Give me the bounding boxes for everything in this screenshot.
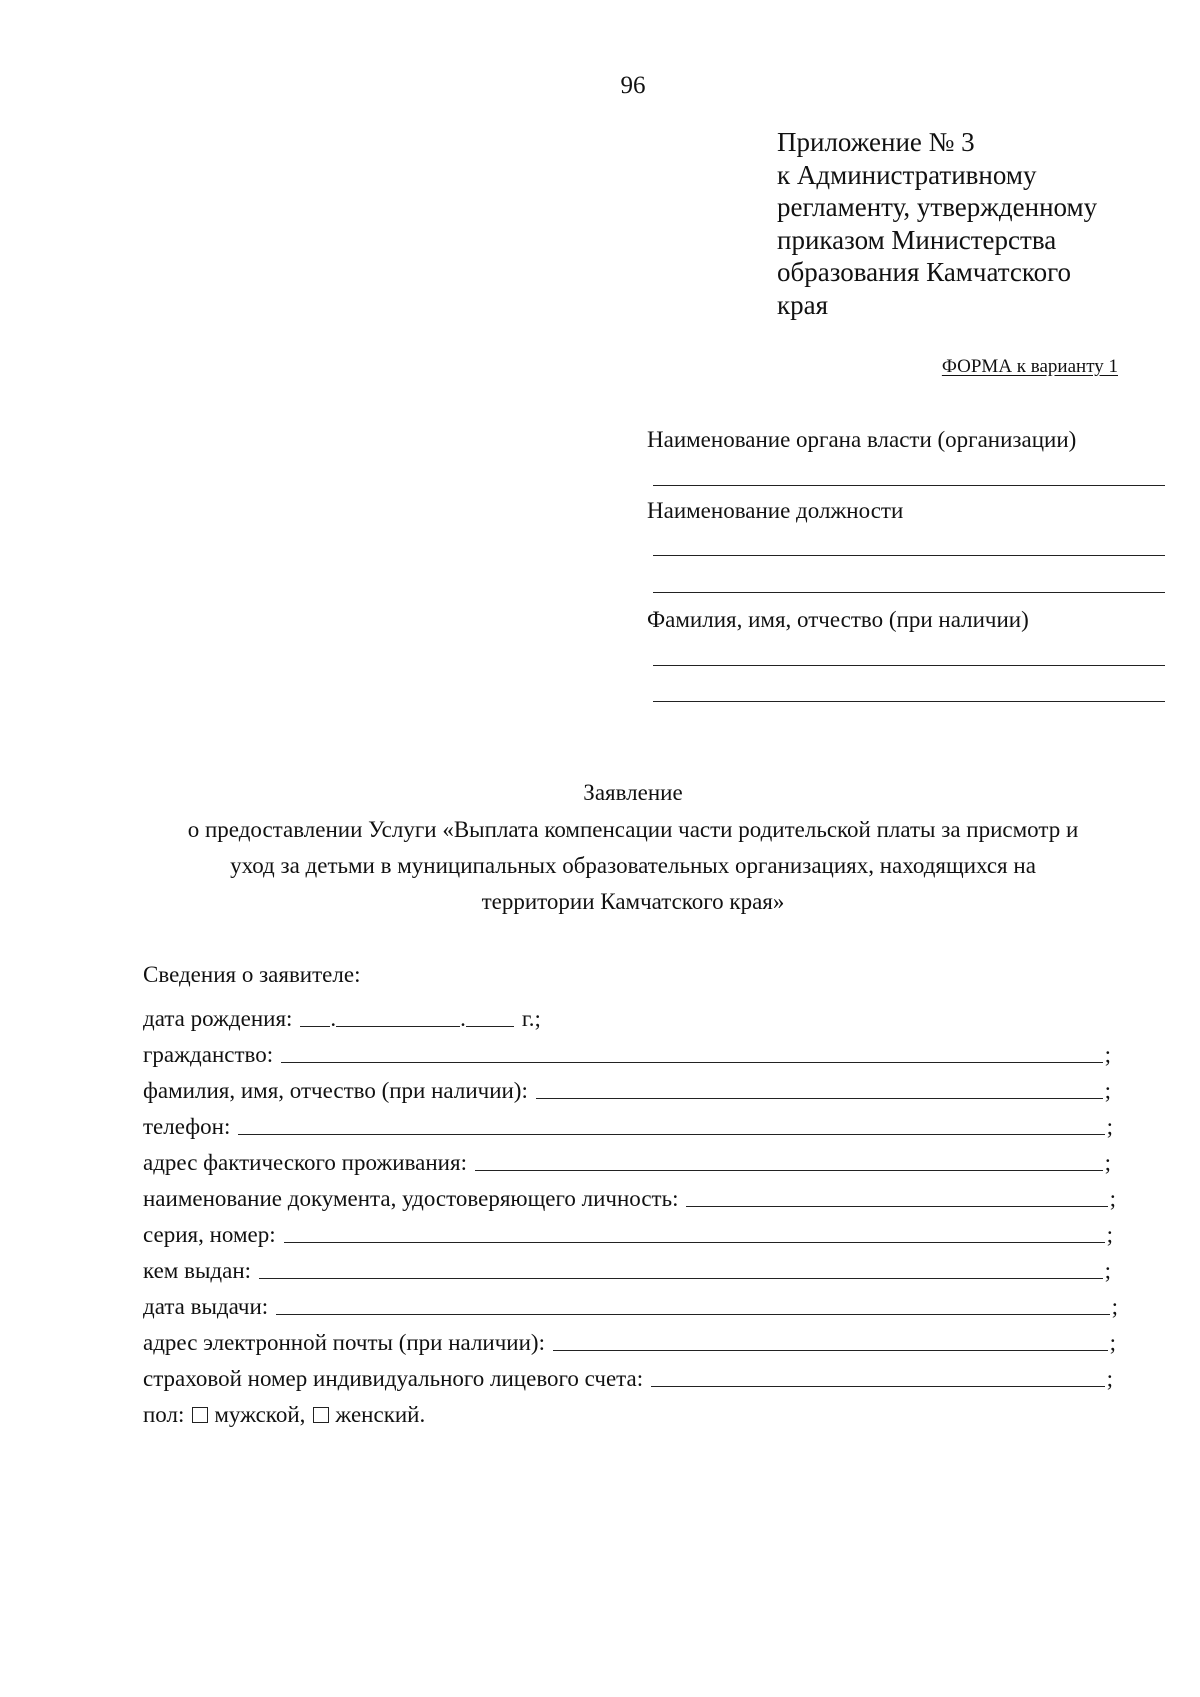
fullname-line-2[interactable] [653,701,1165,702]
female-checkbox[interactable] [313,1407,329,1423]
field-label: серия, номер: [143,1222,276,1247]
field-terminator: ; [1109,1330,1116,1355]
field-terminator: ; [1111,1294,1118,1319]
form-variant-label: ФОРМА к варианту 1 [941,356,1118,377]
field-label: гражданство: [143,1042,274,1067]
statement-subtitle-line: уход за детьми в муниципальных образовательных организациях, находящихся на [230,853,1036,878]
field-label: дата выдачи: [143,1294,269,1319]
field-terminator: ; [1104,1042,1111,1067]
field-label: наименование документа, удостоверяющего личность: [143,1186,679,1211]
field-label: адрес электронной почты (при наличии): [143,1330,545,1355]
field-row-email [143,1326,1116,1356]
citizenship-input-line[interactable] [281,1062,1103,1063]
field-row-series-number [143,1218,1113,1248]
applicant-heading: Сведения о заявителе: [143,962,361,987]
field-row-issue-date [143,1290,1118,1320]
field-row-fullname [143,1074,1111,1104]
position-name-label: Наименование должности [647,498,904,523]
page-number: 96 [620,72,646,99]
birth-date-label: дата рождения: [143,1006,293,1031]
birth-date-separator: . [330,1006,337,1031]
authority-name-line[interactable] [653,485,1165,486]
female-option-label: женский. [335,1402,426,1427]
phone-input-line[interactable] [238,1134,1104,1135]
field-row-address [143,1146,1111,1176]
email-input-line[interactable] [553,1350,1108,1351]
field-row-snils [143,1362,1113,1392]
issue-date-input-line[interactable] [276,1314,1109,1315]
series-number-input-line[interactable] [284,1242,1105,1243]
id-document-input-line[interactable] [686,1206,1107,1207]
appendix-line: регламенту, утвержденному [777,192,1098,222]
birth-year-blank[interactable] [466,1026,514,1027]
field-label: адрес фактического проживания: [143,1150,467,1175]
address-input-line[interactable] [475,1170,1103,1171]
position-name-line-2[interactable] [653,592,1165,593]
appendix-line: к Административному [777,159,1037,190]
birth-date-separator: . [460,1006,466,1031]
appendix-line: края [777,289,829,320]
position-name-line[interactable] [653,555,1165,556]
field-terminator: ; [1106,1222,1113,1247]
field-row-issued-by [143,1254,1111,1284]
appendix-line: приказом Министерства [777,224,1057,255]
appendix-line: образования Камчатского [777,257,1072,287]
fullname-input-line[interactable] [536,1098,1103,1099]
fullname-label: Фамилия, имя, отчество (при наличии) [647,607,1029,632]
field-terminator: ; [1109,1186,1116,1211]
statement-subtitle-line: территории Камчатского края» [481,889,785,914]
snils-input-line[interactable] [651,1386,1105,1387]
field-label: кем выдан: [143,1258,252,1283]
fullname-line[interactable] [653,665,1165,666]
field-terminator: ; [1104,1150,1111,1175]
male-option-label: мужской, [214,1402,306,1427]
field-terminator: ; [1104,1078,1111,1103]
field-row-phone [143,1110,1113,1140]
appendix-line: Приложение № 3 [777,127,975,157]
field-row-id-document [143,1182,1116,1212]
gender-row [143,1402,425,1428]
field-label: страховой номер индивидуального лицевого счета: [143,1366,644,1391]
issued-by-input-line[interactable] [259,1278,1103,1279]
birth-day-blank[interactable] [300,1026,330,1027]
appendix-note [777,126,1097,321]
statement-title: Заявление [583,780,683,805]
birth-month-blank[interactable] [336,1026,460,1027]
male-checkbox[interactable] [192,1407,208,1423]
statement-subtitle-line: о предоставлении Услуги «Выплата компенсации части родительской платы за присмотр и [187,817,1079,842]
field-terminator: ; [1106,1366,1113,1391]
field-terminator: ; [1106,1114,1113,1139]
field-label: фамилия, имя, отчество (при наличии): [143,1078,528,1103]
statement-subtitle [130,812,1136,920]
field-row-citizenship [143,1038,1111,1068]
field-label: телефон: [143,1114,231,1139]
birth-date-row [143,1002,541,1032]
field-terminator: ; [1104,1258,1111,1283]
gender-label: пол: [143,1402,185,1427]
authority-name-label: Наименование органа власти (организации) [647,427,1077,452]
birth-date-year-suffix: г.; [521,1006,541,1031]
